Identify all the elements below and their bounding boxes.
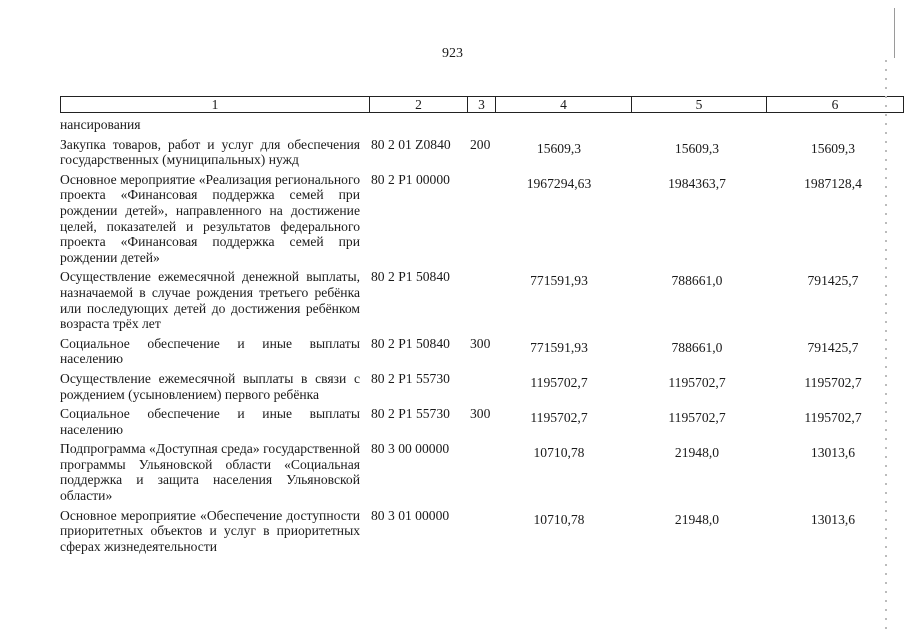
row-value-col6: 15609,3 [810,140,856,156]
row-value-col6: 1195702,7 [804,374,862,390]
row-value-col6: 791425,7 [807,273,859,289]
row-code: 80 2 P1 55730 [371,406,450,422]
row-name: Закупка товаров, работ и услуг для обеспечения государственных (муниципальных) нужд [60,136,360,168]
row-code: 80 2 P1 50840 [371,335,450,351]
row-name: Основное мероприятие «Обеспечение доступности приоритетных объектов и услуг в приоритетных сферах жизнедеятельности [60,507,360,554]
row-code: 80 2 01 Z0840 [371,136,451,152]
table-row [60,508,904,555]
row-value-col5: 1195702,7 [668,374,726,390]
row-value-col6: 1987128,4 [804,175,862,191]
row-value-col4: 1195702,7 [530,374,588,390]
row-expense-type: 200 [470,136,491,152]
row-name: Осуществление ежемесячной выплаты в связи с рождением (усыновлением) первого ребёнка [60,370,360,402]
row-code: 80 2 P1 55730 [371,370,450,386]
row-value-col4: 771591,93 [530,339,588,355]
table-row [60,269,904,331]
table-header-row [60,96,904,113]
table-row [60,371,904,402]
row-value-col5: 15609,3 [674,140,720,156]
row-value-col6: 13013,6 [810,445,856,461]
row-value-col5: 1984363,7 [668,175,726,191]
row-code: 80 3 00 00000 [371,441,450,457]
row-name: Социальное обеспечение и иные выплаты населению [60,335,360,367]
column-header-6: 6 [766,97,903,112]
row-name: нансирования [60,117,141,132]
row-value-col4: 15609,3 [536,140,582,156]
row-value-col4: 10710,78 [533,445,585,461]
table-row [60,137,904,168]
row-code: 80 2 P1 50840 [371,269,450,285]
column-header-2: 2 [369,97,467,112]
row-value-col4: 1967294,63 [526,175,592,191]
row-value-col6: 13013,6 [810,511,856,527]
column-header-1: 1 [211,97,219,112]
row-value-col6: 791425,7 [807,339,859,355]
column-header-5: 5 [631,97,766,112]
row-code: 80 3 01 00000 [371,507,450,523]
row-value-col5: 21948,0 [674,445,720,461]
row-name: Социальное обеспечение и иные выплаты населению [60,406,360,437]
row-value-col5: 1195702,7 [668,410,726,426]
row-value-col4: 771591,93 [530,273,588,289]
row-value-col5: 788661,0 [671,339,723,355]
table-row [60,406,904,437]
table-body [60,117,904,554]
table-row [60,336,904,367]
table-row [60,441,904,503]
scan-edge-dots [885,60,887,630]
row-value-col5: 21948,0 [674,511,720,527]
row-value-col4: 10710,78 [533,511,585,527]
column-header-3: 3 [467,97,495,112]
row-value-col6: 1195702,7 [804,410,862,426]
row-value-col4: 1195702,7 [530,410,588,426]
column-header-4: 4 [495,97,631,112]
row-expense-type: 300 [470,335,491,351]
row-name: Подпрограмма «Доступная среда» государственной программы Ульяновской области «Социальная поддержка и защита населения Ульяновской области» [60,441,360,504]
row-code: 80 2 P1 00000 [371,171,450,187]
row-name: Осуществление ежемесячной денежной выплаты, назначаемой в случае рождения третьего ребёнка или последующих детей до достижения ребёнком возраста трёх лет [60,269,360,332]
row-expense-type: 300 [470,406,491,422]
row-value-col5: 788661,0 [671,273,723,289]
scan-edge-line [894,8,895,58]
row-name: Основное мероприятие «Реализация регионального проекта «Финансовая поддержка семей при рождении детей», направленного на достижение целей, показателей и результатов федерального проекта «Финансовая поддержка семей при рождении детей» [60,171,360,265]
page-number: 923 [442,46,463,61]
table-row [60,117,904,133]
table-row [60,172,904,266]
